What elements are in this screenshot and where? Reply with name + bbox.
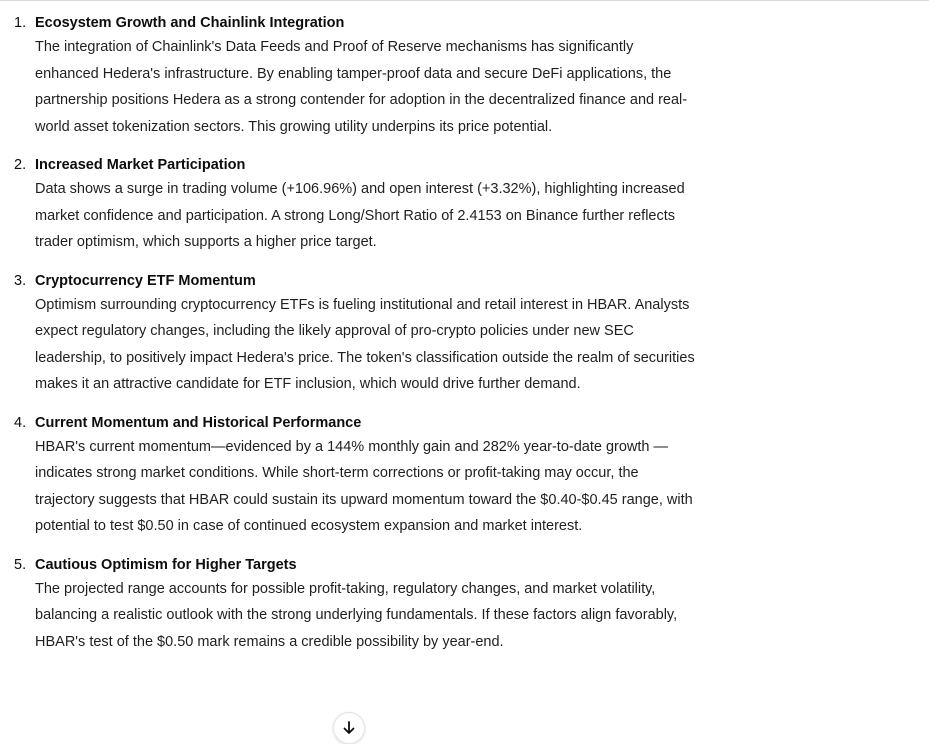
- list-item-number: 2.: [14, 157, 27, 173]
- list-item: [0, 271, 929, 398]
- list-item-title: Current Momentum and Historical Performance: [35, 414, 362, 431]
- list-item: [0, 555, 929, 656]
- list-item-title: Ecosystem Growth and Chainlink Integration: [35, 15, 345, 31]
- list-item: [0, 413, 929, 540]
- list-item-body: The projected range accounts for possible profit-taking, regulatory changes, and market volatility, balancing a realistic outlook with the strong underlying fundamentals. If these factors align favorably, HBAR's test of the $0.50 mark remains a credible possibility by year-end.: [35, 580, 678, 650]
- arrow-down-icon: [341, 720, 357, 736]
- top-divider: [0, 0, 929, 1]
- scroll-to-bottom-button[interactable]: [333, 712, 365, 744]
- numbered-list: [0, 13, 929, 655]
- message-content: [0, 13, 929, 670]
- list-item-title: Increased Market Participation: [35, 157, 246, 173]
- list-item-body: HBAR's current momentum—evidenced by a 144% monthly gain and 282% year-to-date growth —indicates strong market conditions. While short-term corrections or profit-taking may occur, the trajectory suggests that HBAR could sustain its upward momentum toward the $0.40-$0.45 range, with potential to test $0.50 in case of continued ecosystem expansion and market interest.: [35, 438, 693, 534]
- list-item-number: 1.: [14, 15, 27, 31]
- list-item-body: The integration of Chainlink's Data Feeds and Proof of Reserve mechanisms has significantly enhanced Hedera's infrastructure. By enabling tamper-proof data and secure DeFi applications, the partnership positions Hedera as a strong contender for adoption in the decentralized finance and real-world asset tokenization sectors. This growing utility underpins its price potential.: [35, 39, 688, 135]
- list-item-body: Optimism surrounding cryptocurrency ETFs is fueling institutional and retail interest in HBAR. Analysts expect regulatory changes, including the likely approval of pro-crypto policies under new SEC leadership, to positively impact Hedera's price. The token's classification outside the realm of securities makes it an attractive candidate for ETF inclusion, which would drive further demand.: [35, 296, 695, 392]
- list-item: [0, 13, 929, 140]
- list-item: [0, 155, 929, 256]
- list-item-title: Cryptocurrency ETF Momentum: [35, 272, 256, 289]
- list-item-number: 5.: [14, 556, 27, 573]
- list-item-title: Cautious Optimism for Higher Targets: [35, 556, 297, 573]
- list-item-number: 3.: [14, 272, 27, 289]
- list-item-body: Data shows a surge in trading volume (+106.96%) and open interest (+3.32%), highlighting increased market confidence and participation. A strong Long/Short Ratio of 2.4153 on Binance further reflects trader optimism, which supports a higher price target.: [35, 181, 685, 250]
- list-item-number: 4.: [14, 414, 27, 431]
